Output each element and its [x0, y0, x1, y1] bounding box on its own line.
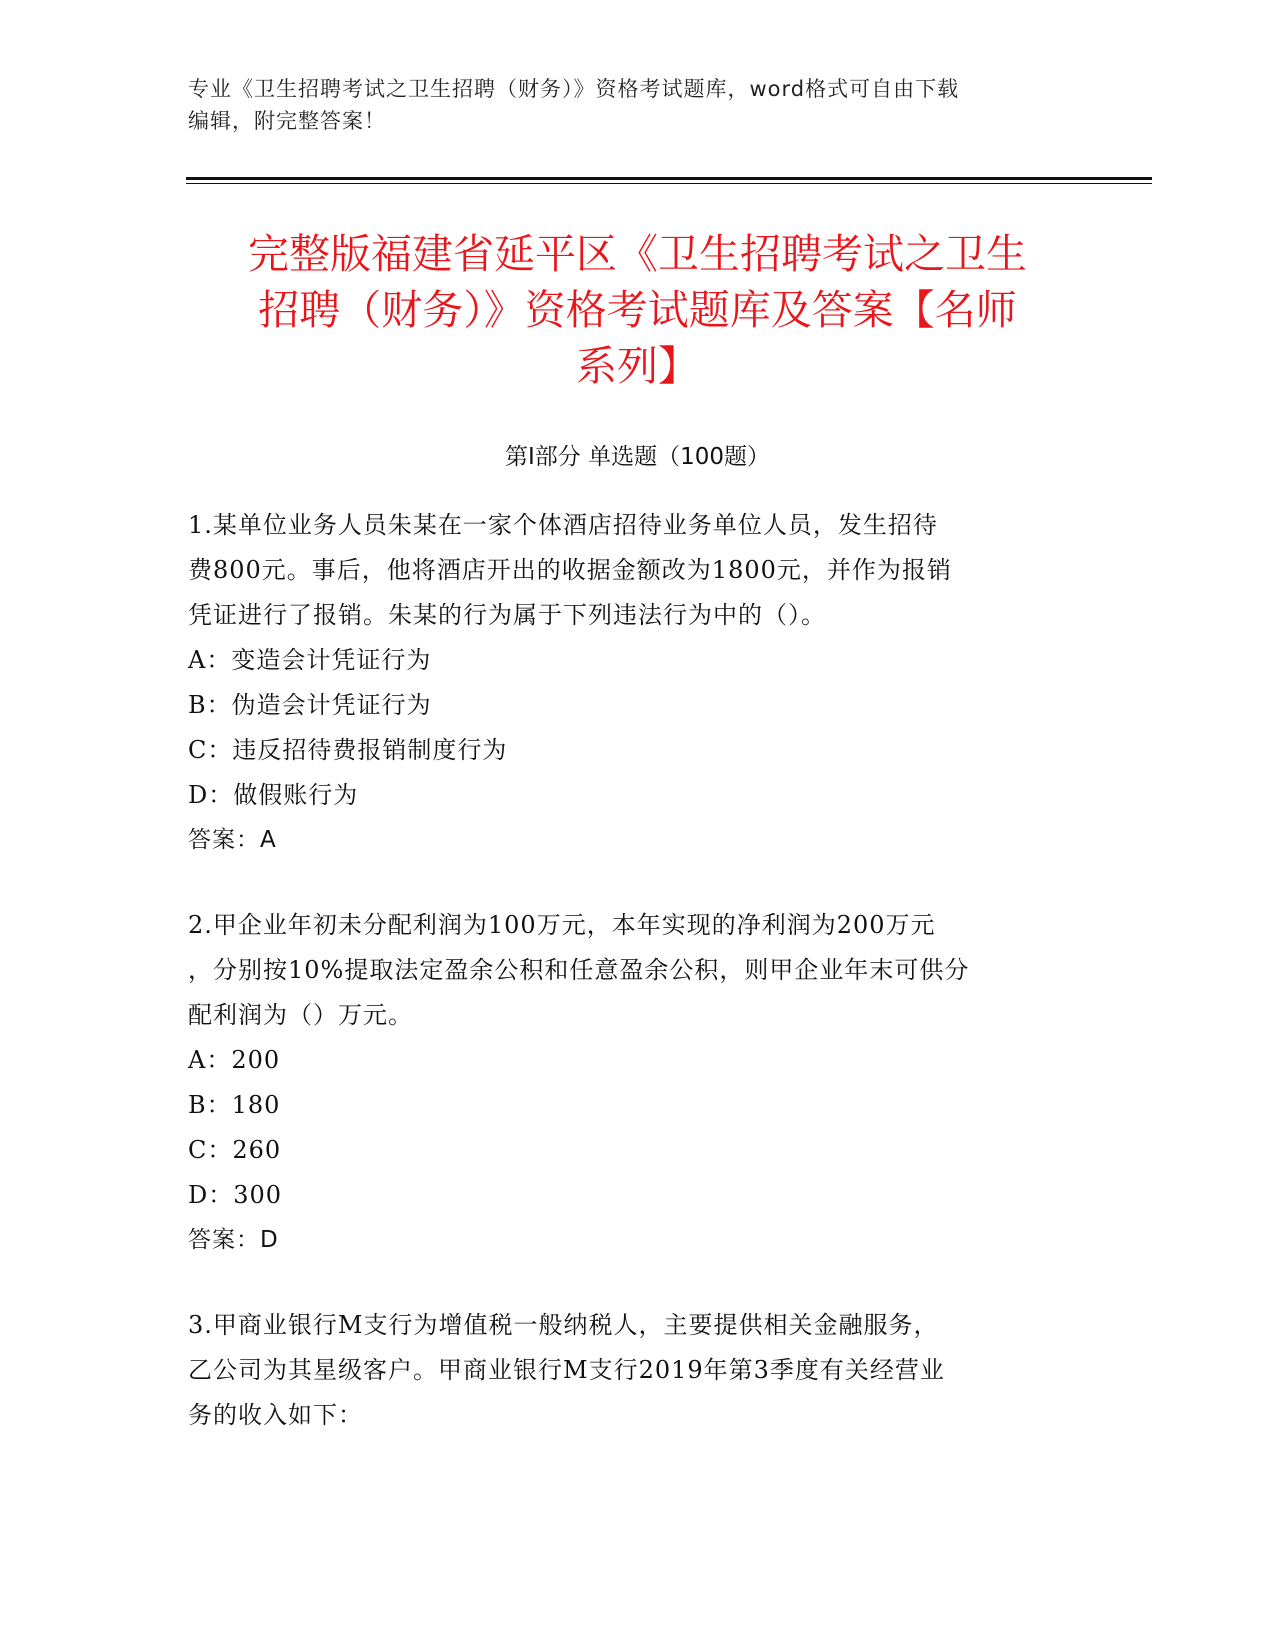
question-3-text-line: 乙公司为其星级客户。甲商业银行M支行2019年第3季度有关经营业 — [188, 1356, 945, 1384]
header-divider-thin — [186, 183, 1152, 184]
section-heading: 第Ⅰ部分 单选题（100题） — [505, 444, 770, 470]
question-1-option-d: D：做假账行为 — [188, 781, 359, 809]
question-2-option-c: C：260 — [188, 1136, 282, 1164]
question-1-text-line: 费800元。事后，他将酒店开出的收据金额改为1800元，并作为报销 — [188, 556, 952, 584]
question-1-option-b: B：伪造会计凭证行为 — [188, 691, 432, 719]
document-title-line-1: 完整版福建省延平区《卫生招聘考试之卫生 — [248, 230, 1027, 278]
question-2-option-a: A：200 — [188, 1046, 281, 1074]
document-title-line-3: 系列】 — [576, 342, 699, 390]
question-1 — [188, 503, 1088, 863]
question-2-option-b: B：180 — [188, 1091, 281, 1119]
header-divider-thick — [186, 177, 1152, 180]
question-1-text-line: 1.某单位业务人员朱某在一家个体酒店招待业务单位人员，发生招待 — [188, 511, 938, 539]
document-title — [130, 226, 1145, 394]
question-3-text-line: 3.甲商业银行M支行为增值税一般纳税人，主要提供相关金融服务， — [188, 1311, 939, 1339]
question-1-option-a: A：变造会计凭证行为 — [188, 646, 432, 674]
question-3 — [188, 1303, 1088, 1438]
question-2-text-line: 配利润为（）万元。 — [188, 1001, 413, 1029]
header-note — [188, 73, 1068, 137]
question-1-answer: 答案：A — [188, 827, 277, 853]
question-2-option-d: D：300 — [188, 1181, 283, 1209]
header-note-line-2: 编辑，附完整答案！ — [188, 109, 386, 133]
question-3-text-line: 务的收入如下： — [188, 1401, 363, 1429]
document-title-line-2: 招聘（财务）》资格考试题库及答案【名师 — [258, 286, 1017, 334]
question-2-text-line: 2.甲企业年初未分配利润为100万元，本年实现的净利润为200万元 — [188, 911, 936, 939]
question-2-answer: 答案：D — [188, 1227, 279, 1253]
question-1-text-line: 凭证进行了报销。朱某的行为属于下列违法行为中的（）。 — [188, 601, 826, 629]
header-note-line-1: 专业《卫生招聘考试之卫生招聘（财务）》资格考试题库，word格式可自由下载 — [188, 77, 960, 101]
question-1-option-c: C：违反招待费报销制度行为 — [188, 736, 508, 764]
question-2-text-line: ，分别按10%提取法定盈余公积和任意盈余公积，则甲企业年末可供分 — [188, 956, 970, 984]
question-2 — [188, 903, 1088, 1263]
